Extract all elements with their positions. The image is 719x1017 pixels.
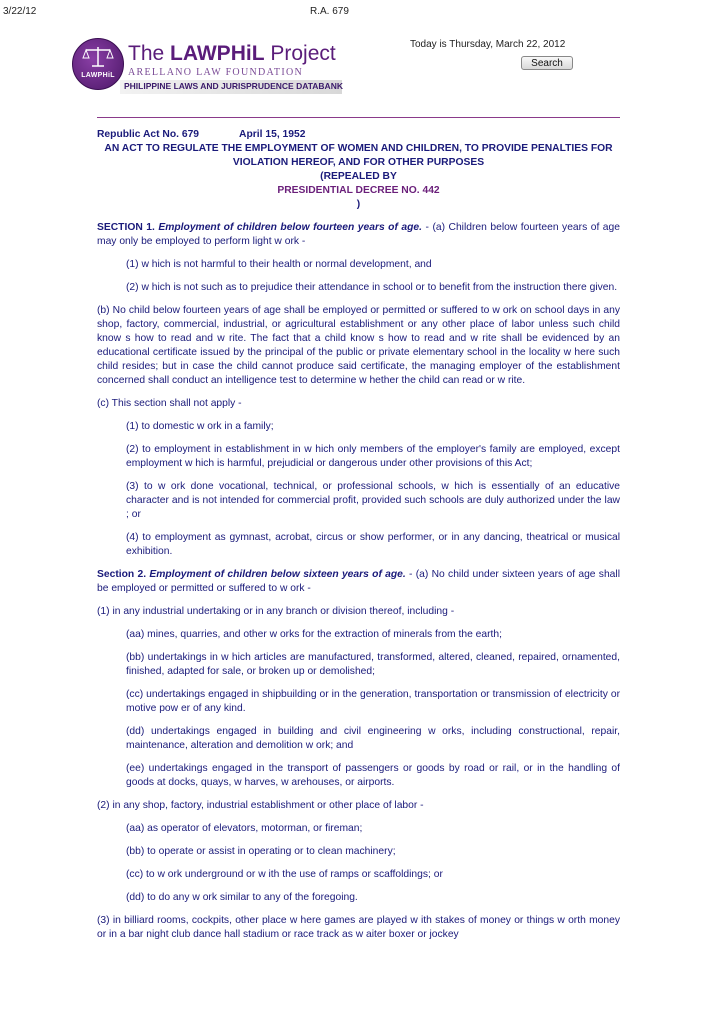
document-body bbox=[97, 128, 620, 951]
print-header bbox=[0, 6, 719, 20]
pd-442-link[interactable]: PRESIDENTIAL DECREE NO. 442 bbox=[277, 185, 440, 196]
ra-date: April 15, 1952 bbox=[239, 129, 306, 140]
logo-band: PHILIPPINE LAWS AND JURISPRUDENCE DATABANK bbox=[120, 80, 342, 94]
lawphil-logo[interactable] bbox=[68, 36, 342, 96]
section-2-1: (1) in any industrial undertaking or in any branch or division thereof, including - bbox=[97, 606, 455, 617]
list-item: (bb) undertakings in w hich articles are manufactured, transformed, altered, cleaned, repaired, ornamented, finished, adapted for sale, or broken up or demolished; bbox=[126, 652, 620, 677]
print-date: 3/22/12 bbox=[3, 6, 37, 17]
list-item: (2) w hich is not such as to prejudice their attendance in school or to benefit from the instruction there given. bbox=[126, 282, 618, 293]
list-item: (aa) as operator of elevators, motorman, or fireman; bbox=[126, 823, 363, 834]
ra-header bbox=[97, 128, 620, 142]
list-item: (4) to employment as gymnast, acrobat, circus or show performer, or in any dancing, theatrical or musical exhibition. bbox=[126, 532, 620, 557]
list-item: (cc) to w ork underground or w ith the use of ramps or scaffoldings; or bbox=[126, 869, 443, 880]
section-1: SECTION 1. Employment of children below fourteen years of age. - (a) Children below fourteen years of age may only be employed to perform light w ork - bbox=[97, 222, 620, 247]
section-2-3: (3) in billiard rooms, cockpits, other place w here games are played w ith stakes of money or things w orth money or in a bar night club dance hall stadium or race track as w aiter boxer or jockey bbox=[97, 915, 620, 940]
list-item: (1) to domestic w ork in a family; bbox=[126, 421, 274, 432]
search-button[interactable]: Search bbox=[521, 56, 573, 70]
list-item: (cc) undertakings engaged in shipbuilding or in the generation, transportation or transmission of electricity or motive pow er of any kind. bbox=[126, 689, 620, 714]
logo-title: The LAWPHiL Project bbox=[128, 42, 336, 65]
print-doc-title: R.A. 679 bbox=[310, 6, 349, 17]
list-item: (1) w hich is not harmful to their health or normal development, and bbox=[126, 259, 432, 270]
today-date: Today is Thursday, March 22, 2012 bbox=[410, 39, 566, 50]
section-2-heading: Employment of children below sixteen years of age. bbox=[149, 569, 406, 580]
seal-text: LAWPHiL bbox=[81, 72, 115, 79]
act-title: AN ACT TO REGULATE THE EMPLOYMENT OF WOMEN AND CHILDREN, TO PROVIDE PENALTIES FOR VIOLATION HEREOF, AND FOR OTHER PURPOSES (REPEALED BY PRESIDENTIAL DECREE NO. 442 ) bbox=[104, 143, 613, 210]
list-item: (dd) to do any w ork similar to any of the foregoing. bbox=[126, 892, 358, 903]
scales-of-justice-icon bbox=[82, 45, 114, 69]
list-item: (2) to employment in establishment in w hich only members of the employer's family are employed, except employment w hich is harmful, prejudicial or dangerous under other provisions of this Act; bbox=[126, 444, 620, 469]
list-item: (bb) to operate or assist in operating or to clean machinery; bbox=[126, 846, 396, 857]
lawphil-seal-icon bbox=[72, 38, 124, 90]
section-2-2: (2) in any shop, factory, industrial establishment or other place of labor - bbox=[97, 800, 424, 811]
section-1-c: (c) This section shall not apply - bbox=[97, 398, 242, 409]
list-item: (ee) undertakings engaged in the transport of passengers or goods by road or rail, or in the handling of goods at docks, quays, w harves, w arehouses, or airports. bbox=[126, 763, 620, 788]
logo-subtitle: ARELLANO LAW FOUNDATION bbox=[128, 67, 304, 78]
list-item: (3) to w ork done vocational, technical, or professional schools, w hich is essentially of an educative character and is not intended for commercial profit, provided such schools are duly authorized under the law ; or bbox=[126, 481, 620, 520]
list-item: (aa) mines, quarries, and other w orks for the extraction of minerals from the earth; bbox=[126, 629, 502, 640]
logo-brand: LAWPHiL bbox=[170, 42, 265, 65]
list-item: (dd) undertakings engaged in building and civil engineering w orks, including constructional, repair, maintenance, alteration and demolition w ork; and bbox=[126, 726, 620, 751]
header-divider bbox=[97, 117, 620, 118]
section-2: Section 2. Employment of children below sixteen years of age. - (a) No child under sixteen years of age shall be employed or permitted or suffered to w ork - bbox=[97, 569, 620, 594]
section-1-b: (b) No child below fourteen years of age shall be employed or permitted or suffered to w ork on school days in any shop, factory, commercial, industrial, or agricultural establishment or any other place of labor unless such child know s how to read and w rite. The fact that a child know s how to read and w rite shall be evidenced by an educational certificate issued by the principal of the public or private elementary school in the locality w here such child resides; but in case the child cannot produce said certificate, the managing employer of the establishment concerned shall conduct an intelligence test to determine w hether the child can read or w rite. bbox=[97, 305, 620, 386]
section-1-heading: Employment of children below fourteen years of age. bbox=[158, 222, 423, 233]
ra-number: Republic Act No. 679 bbox=[97, 129, 200, 140]
